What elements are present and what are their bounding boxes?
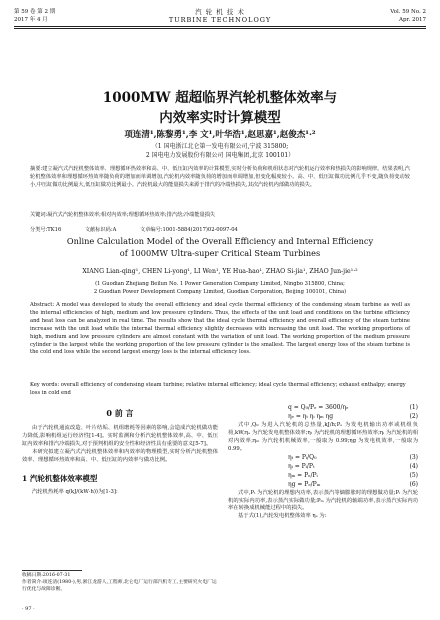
article-number: 文章编号:1001-5884(2017)02-0097-04 — [140, 227, 238, 233]
intro-paragraph-2: 本研究拟建立凝汽式汽轮机整体效率和内效率的物理模型,实时分析汽轮机整体效率、理想循环热效率和高、中、低压缸的内效率与做功比例。 — [22, 448, 218, 463]
header-right — [390, 8, 426, 24]
title-cn — [20, 88, 420, 128]
right-paragraph-1: 式中,Q₀ 为进入汽轮机的总热量,kJ/h;Pₑ 为发电机输出功率或机组负荷,kW;ηₑ 为汽轮发电机整体效率;ηₜ 为汽轮机的理想循环热效率;ηᵢ 为汽轮机的相对内效率;ηₘ 为汽轮机机械效率,一般取为 0.99;ηg 为发电机效率,一般取为 0.99。 — [228, 422, 418, 452]
footnote — [22, 572, 218, 593]
equation-5 — [228, 472, 418, 481]
header-volume-en: Vol. 59 No. 2 — [390, 9, 426, 15]
abstract-cn: 摘要:建立凝汽式汽轮机整体效率、理想循环热效率和高、中、低压缸内效率的计算模型,实时分析负荷和机组状态对汽轮机运行效率和热损失的影响规律。结果表明,汽轮机整体效率和理想循环热效率随负荷的增加而单调增加,汽轮机内效率随负荷的增加而单调增加,但变化幅度较小。高、中、低压缸做功比例几乎不变,随负荷变动较小,中压缸做功比例最大,低压缸做功比例最小。汽轮机最大的能量损失来源于排汽的冷端热损失,其次汽轮机内部做功的损失。 — [30, 166, 410, 189]
right-column — [228, 404, 418, 521]
journal-name-cn: 汽 轮 机 技 术 — [195, 8, 245, 16]
title-en-line2: of 1000MW Ultra-super Critical Steam Turbines — [119, 247, 321, 258]
header-date: 2017 年 4 月 — [14, 17, 48, 23]
affiliation-cn-1: （1 国电浙江北仑第一发电有限公司,宁波 315800; — [151, 143, 289, 150]
equation-2-number: (2) — [409, 413, 418, 420]
journal-name-en: TURBINE TECHNOLOGY — [168, 16, 272, 24]
title-cn-line2: 内效率实时计算模型 — [159, 110, 281, 126]
authors-en: XIANG Lian-qing¹, CHEN Li-yong¹, LI Wen¹, YE Hua-hao¹, ZHAO Si-jia¹, ZHAO Jun-jie¹·² — [82, 268, 358, 275]
right-paragraph-2: 式中,Pₜ 为汽轮机的理想内功率,表示蒸汽等熵膨胀时的理想做功量;Pᵢ 为汽轮机的实际内功率,表示蒸汽实际做功量;Pₘ 为汽轮机的轴端功率,表示蒸汽实际内功率在转换成机械能过程中的损失。 — [228, 489, 418, 512]
header-date-en: Apr. 2017 — [398, 17, 426, 23]
equation-1 — [228, 404, 418, 413]
header-center — [14, 8, 426, 24]
equation-4 — [228, 463, 418, 472]
footnote-rule — [22, 570, 82, 571]
affiliation-en-2: 2 Guodian Power Development Company Limited, Guodian Corporation, Beijing 100101, China) — [93, 289, 347, 295]
equation-4-formula: ηᵢ = Pᵢ/Pₜ — [288, 462, 315, 470]
equation-3-number: (3) — [409, 453, 418, 461]
keywords-cn: 关键词:凝汽式汽轮机整体效率;相对内效率;理想循环热效率;排汽焓;冷端能量损失 — [30, 212, 216, 218]
header-rule-2 — [14, 28, 426, 29]
header-rule — [14, 26, 426, 27]
left-column — [22, 404, 218, 496]
equation-1-number: (1) — [409, 404, 418, 411]
title-en-line1: Online Calculation Model of the Overall Efficiency and Internal Efficiency — [66, 236, 374, 246]
affiliation-cn-2: 2 国电电力发展股份有限公司 国电集团,北京 100101） — [145, 152, 295, 159]
equation-2-formula: ηₑ = ηₜ ηᵢ ηₘ ηg — [288, 413, 334, 420]
equation-6 — [228, 481, 418, 490]
equation-5-formula: ηₘ = Pₑ/Pᵢ — [288, 471, 318, 479]
abstract-en: Abstract: A model was developed to study the overall efficiency and ideal cycle thermal efficiency of the condensing steam turbine as well as the internal efficiencies of high, medium and low pressure cylinders. Thus, the effects of the unit load and conditions on the turbine efficiency and heat loss can be analyzed in real time. The results show that the ideal cycle thermal efficiency and overall efficiency of the steam turbine increase with the unit load while the internal thermal efficiency slightly decreases with increasing the unit load. The working proportions of high, medium and low pressure cylinders are almost constant with the variation of unit load. The working proportion of the medium pressure cylinder is the largest while the working proportion of the low pressure cylinder is the smallest. The largest energy loss of the steam turbine is the cold end loss while the second largest energy loss is the internal efficiency loss. — [30, 302, 410, 356]
authors-cn: 项连清¹,陈黎勇¹,李 文¹,叶华浩¹,赵思嘉¹,赵俊杰¹·² — [124, 130, 316, 140]
equation-3 — [228, 454, 418, 463]
title-en — [30, 236, 410, 259]
equation-4-number: (4) — [409, 462, 418, 470]
keywords-en: Key words: overall efficiency of condensing steam turbine; relative internal efficiency; ideal cycle thermal efficiency; exhaust enthalpy; energy loss in cold end — [30, 382, 406, 396]
document-code: 文献标识码:A — [84, 227, 117, 233]
header-volume: 第 59 卷 第 2 期 — [14, 9, 56, 15]
equation-5-number: (5) — [409, 471, 418, 479]
classification-line — [30, 226, 410, 233]
equation-6-number: (6) — [409, 480, 418, 488]
equation-6-formula: ηg = Pₑ/Pₘ — [288, 480, 321, 488]
page-number: · 97 · — [22, 606, 35, 612]
affiliation-en-1: (1 Guodian Zhejiang Beilun No. 1 Power Generation Company Limited, Ningbo 315800, China; — [95, 281, 345, 287]
title-cn-line1: 1000MW 超超临界汽轮机整体效率与 — [102, 90, 338, 106]
model-intro: 汽轮机热耗率 q(kJ/(kW·h))为[1-3]: — [32, 488, 118, 495]
equation-2 — [228, 413, 418, 422]
clc-number: 分类号:TK16 — [30, 227, 62, 233]
footnote-received: 收稿日期:2016-07-31 — [22, 573, 71, 578]
section-0-title: 0 前 言 — [106, 408, 134, 418]
right-paragraph-3: 基于式(1),汽轮发电机整体效率 ηₑ 为: — [238, 513, 327, 520]
equation-1-formula: q = Q₀/Pₑ = 3600/ηₑ — [288, 404, 349, 411]
footnote-author: 作者简介:项连清(1980-),男,浙江龙游人,工程师,北仑电厂运行部汽机专工,主要研究火电厂运行优化与故障诊断。 — [22, 580, 217, 592]
intro-paragraph-1: 由于汽轮机通流改造、叶片结垢、机组磨耗等因素的影响,会造成汽轮机做功能力降低,影响机组运行经济性[1-4]。实时监测和分析汽轮机整体效率,高、中、低压缸内效率和排汽冷端损失,对于预判机组的安全性和经济性具有重要的意义[5-7]。 — [22, 425, 218, 447]
equation-3-formula: ηₜ = Pᵢ/Q₀ — [288, 453, 317, 461]
section-1-title: 1 汽轮机整体效率模型 — [22, 473, 98, 483]
